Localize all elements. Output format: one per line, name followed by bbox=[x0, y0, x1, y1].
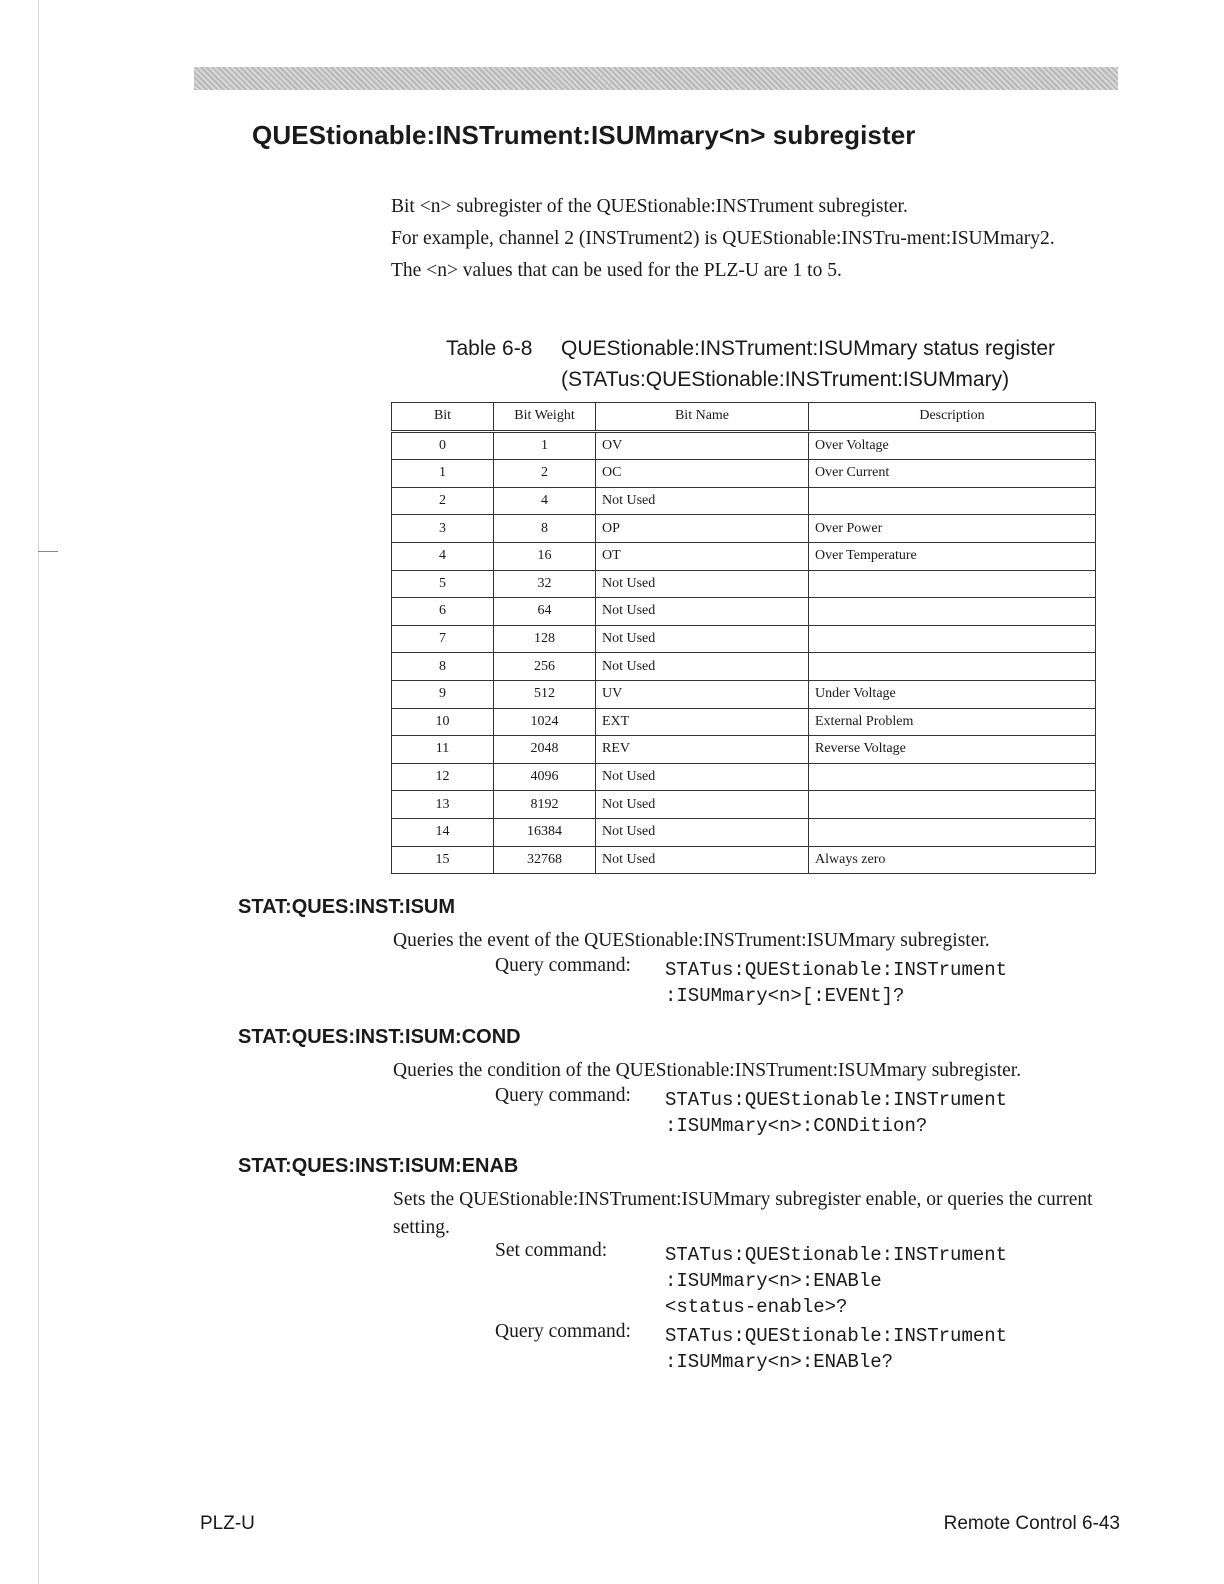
cell-bit-weight: 32768 bbox=[494, 846, 596, 874]
cell-bit-name: EXT bbox=[596, 708, 809, 736]
command-heading: STAT:QUES:INST:ISUM bbox=[238, 896, 456, 918]
intro-paragraph: Bit <n> subregister of the QUEStionable:INSTrument subregister. bbox=[391, 196, 908, 217]
page-title: QUEStionable:INSTrument:ISUMmary<n> subregister bbox=[252, 120, 916, 150]
cell-bit-weight: 4096 bbox=[494, 763, 596, 791]
table-header-row bbox=[392, 403, 1096, 432]
table-row bbox=[392, 598, 1096, 626]
cell-bit: 6 bbox=[392, 598, 494, 626]
cell-description bbox=[809, 625, 1096, 653]
cell-bit-weight: 8 bbox=[494, 515, 596, 543]
cell-bit: 15 bbox=[392, 846, 494, 874]
table-row bbox=[392, 570, 1096, 598]
footer-product: PLZ-U bbox=[200, 1513, 255, 1534]
cell-bit-name: UV bbox=[596, 680, 809, 708]
cell-description bbox=[809, 598, 1096, 626]
cell-description bbox=[809, 487, 1096, 515]
table-row bbox=[392, 763, 1096, 791]
table-body bbox=[392, 431, 1096, 874]
command-description: Sets the QUEStionable:INSTrument:ISUMmary subregister enable, or queries the current setting. bbox=[393, 1189, 1093, 1238]
table-row bbox=[392, 460, 1096, 488]
table-row bbox=[392, 653, 1096, 681]
cell-bit-name: Not Used bbox=[596, 763, 809, 791]
cell-bit-name: Not Used bbox=[596, 791, 809, 819]
cell-description: Under Voltage bbox=[809, 680, 1096, 708]
left-margin-line bbox=[38, 0, 39, 1584]
column-header-bit: Bit bbox=[392, 403, 494, 432]
command-label: Query command: bbox=[495, 955, 631, 976]
table-row bbox=[392, 736, 1096, 764]
intro-paragraph: For example, channel 2 (INSTrument2) is QUEStionable:INSTru-ment:ISUMmary2. bbox=[391, 228, 1055, 249]
cell-bit: 3 bbox=[392, 515, 494, 543]
table-row bbox=[392, 487, 1096, 515]
command-label: Query command: bbox=[495, 1321, 631, 1342]
column-header-bit-weight: Bit Weight bbox=[494, 403, 596, 432]
cell-bit-weight: 32 bbox=[494, 570, 596, 598]
cell-bit: 5 bbox=[392, 570, 494, 598]
table-row bbox=[392, 791, 1096, 819]
cell-bit-weight: 4 bbox=[494, 487, 596, 515]
cell-bit-name: Not Used bbox=[596, 846, 809, 874]
command-description: Queries the event of the QUEStionable:INSTrument:ISUMmary subregister. bbox=[393, 930, 990, 951]
table-row bbox=[392, 846, 1096, 874]
cell-bit: 12 bbox=[392, 763, 494, 791]
table-number: Table 6-8 bbox=[446, 337, 533, 360]
command-syntax: STATus:QUEStionable:INSTrument :ISUMmary<n>[:EVENt]? bbox=[665, 959, 1008, 1007]
cell-description: Over Current bbox=[809, 460, 1096, 488]
cell-bit-weight: 8192 bbox=[494, 791, 596, 819]
command-syntax: STATus:QUEStionable:INSTrument :ISUMmary<n>:CONDition? bbox=[665, 1089, 1008, 1137]
cell-bit: 10 bbox=[392, 708, 494, 736]
table-row bbox=[392, 680, 1096, 708]
intro-text bbox=[391, 192, 1091, 288]
cell-description: External Problem bbox=[809, 708, 1096, 736]
left-margin-tick bbox=[38, 551, 58, 552]
cell-bit: 1 bbox=[392, 460, 494, 488]
cell-bit-weight: 256 bbox=[494, 653, 596, 681]
table-caption-line1: QUEStionable:INSTrument:ISUMmary status register bbox=[561, 337, 1056, 360]
cell-description: Over Voltage bbox=[809, 431, 1096, 460]
cell-bit-name: Not Used bbox=[596, 625, 809, 653]
cell-bit-name: Not Used bbox=[596, 487, 809, 515]
cell-bit-name: OT bbox=[596, 542, 809, 570]
table-row bbox=[392, 818, 1096, 846]
cell-bit-weight: 128 bbox=[494, 625, 596, 653]
cell-bit-weight: 2 bbox=[494, 460, 596, 488]
cell-bit: 9 bbox=[392, 680, 494, 708]
cell-description: Reverse Voltage bbox=[809, 736, 1096, 764]
table-row bbox=[392, 542, 1096, 570]
cell-description bbox=[809, 818, 1096, 846]
command-heading: STAT:QUES:INST:ISUM:ENAB bbox=[238, 1155, 519, 1177]
header-bar bbox=[194, 67, 1118, 90]
column-header-description: Description bbox=[809, 403, 1096, 432]
command-syntax: STATus:QUEStionable:INSTrument :ISUMmary<n>:ENABle <status-enable>? bbox=[665, 1244, 1008, 1318]
command-heading: STAT:QUES:INST:ISUM:COND bbox=[238, 1026, 521, 1048]
cell-bit-name: Not Used bbox=[596, 598, 809, 626]
cell-bit-weight: 16384 bbox=[494, 818, 596, 846]
cell-bit-name: Not Used bbox=[596, 818, 809, 846]
cell-bit: 4 bbox=[392, 542, 494, 570]
cell-bit-name: Not Used bbox=[596, 570, 809, 598]
cell-bit: 0 bbox=[392, 431, 494, 460]
cell-bit-weight: 2048 bbox=[494, 736, 596, 764]
table-caption bbox=[446, 333, 1055, 395]
cell-description: Over Temperature bbox=[809, 542, 1096, 570]
cell-bit-weight: 64 bbox=[494, 598, 596, 626]
table-row bbox=[392, 431, 1096, 460]
cell-bit: 14 bbox=[392, 818, 494, 846]
footer-page: Remote Control 6-43 bbox=[943, 1513, 1120, 1534]
cell-description bbox=[809, 791, 1096, 819]
intro-paragraph: The <n> values that can be used for the PLZ-U are 1 to 5. bbox=[391, 260, 842, 281]
table-row bbox=[392, 515, 1096, 543]
cell-description bbox=[809, 763, 1096, 791]
command-syntax: STATus:QUEStionable:INSTrument :ISUMmary<n>:ENABle? bbox=[665, 1325, 1008, 1373]
cell-bit-weight: 1024 bbox=[494, 708, 596, 736]
command-label: Query command: bbox=[495, 1085, 631, 1106]
cell-bit-weight: 16 bbox=[494, 542, 596, 570]
cell-bit: 7 bbox=[392, 625, 494, 653]
cell-bit: 8 bbox=[392, 653, 494, 681]
table-caption-line2: (STATus:QUEStionable:INSTrument:ISUMmary) bbox=[561, 368, 1010, 391]
cell-bit: 11 bbox=[392, 736, 494, 764]
cell-bit-weight: 512 bbox=[494, 680, 596, 708]
command-description: Queries the condition of the QUEStionable:INSTrument:ISUMmary subregister. bbox=[393, 1060, 1022, 1081]
table-row bbox=[392, 625, 1096, 653]
cell-bit-name: OP bbox=[596, 515, 809, 543]
cell-bit-name: REV bbox=[596, 736, 809, 764]
command-label: Set command: bbox=[495, 1240, 608, 1261]
cell-bit-name: Not Used bbox=[596, 653, 809, 681]
cell-description bbox=[809, 570, 1096, 598]
cell-bit: 2 bbox=[392, 487, 494, 515]
cell-bit-weight: 1 bbox=[494, 431, 596, 460]
table-row bbox=[392, 708, 1096, 736]
cell-description: Over Power bbox=[809, 515, 1096, 543]
cell-bit-name: OC bbox=[596, 460, 809, 488]
status-register-table bbox=[391, 402, 1096, 874]
column-header-bit-name: Bit Name bbox=[596, 403, 809, 432]
cell-bit: 13 bbox=[392, 791, 494, 819]
cell-bit-name: OV bbox=[596, 431, 809, 460]
cell-description bbox=[809, 653, 1096, 681]
cell-description: Always zero bbox=[809, 846, 1096, 874]
